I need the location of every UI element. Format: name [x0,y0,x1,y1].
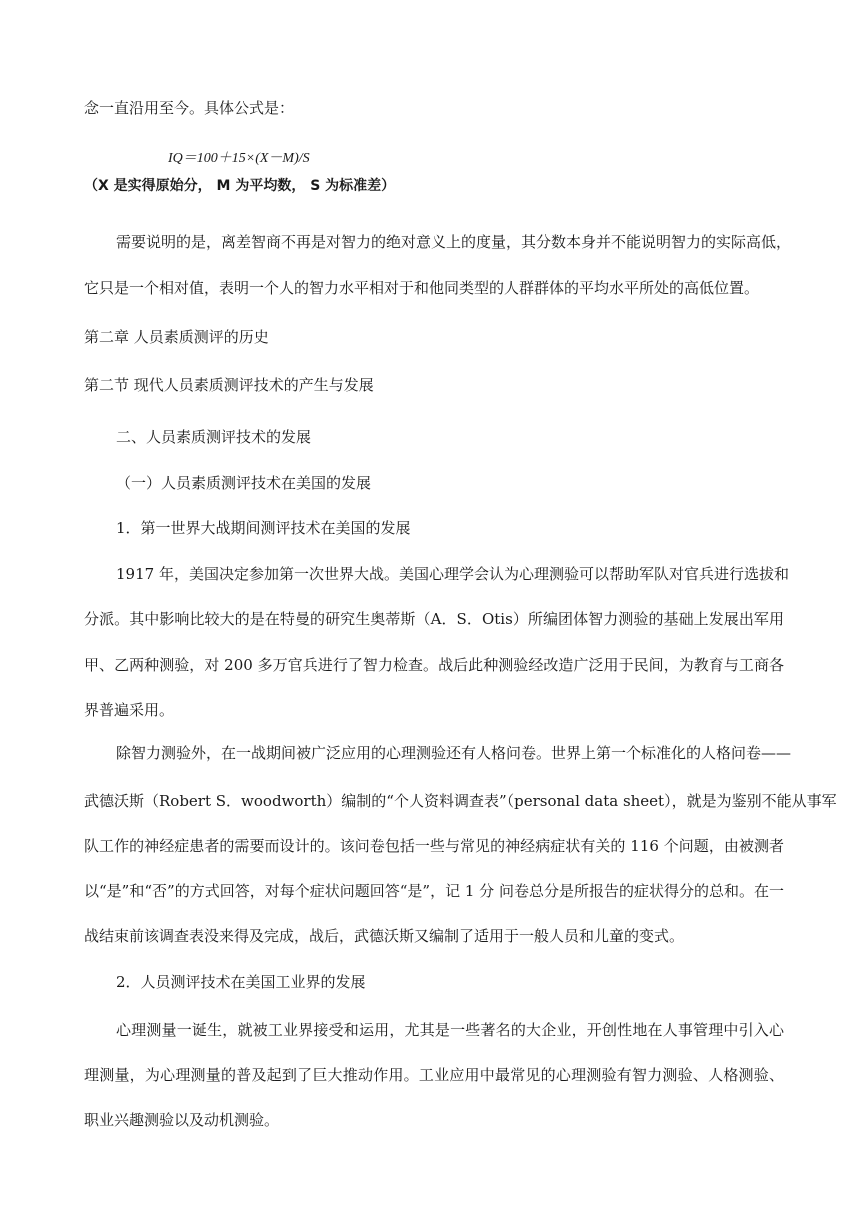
intro-line: 念一直沿用至今。具体公式是： [84,99,295,117]
item-heading: 2．人员测评技术在美国工业界的发展 [116,973,366,991]
paragraph-line: 理测量，为心理测量的普及起到了巨大推动作用。工业应用中最常见的心理测验有智力测验、人格测验、 [84,1066,784,1084]
paragraph-line: 界普遍采用。 [84,701,175,719]
iq-formula: IQ＝100＋15×(X－M)/S [168,151,310,166]
paragraph-line: 1917 年，美国决定参加第一次世界大战。美国心理学会认为心理测验可以帮助军队对官兵进行选拔和 [116,565,789,583]
subsection-heading: （一）人员素质测评技术在美国的发展 [116,474,372,492]
paragraph-line: 需要说明的是，离差智商不再是对智力的绝对意义上的度量，其分数本身并不能说明智力的实际高低， [116,233,792,251]
paragraph-line: 除智力测验外，在一战期间被广泛应用的心理测验还有人格问卷。世界上第一个标准化的人格问卷—— [116,744,792,762]
paragraph-line: 武德沃斯（Robert S．woodworth）编制的“个人资料调查表”（personal data sheet），就是为鉴别不能从事军 [84,792,837,810]
paragraph-line: 甲、乙两种测验，对 200 多万官兵进行了智力检查。战后此种测验经改造广泛用于民间，为教育与工商各 [84,656,784,674]
subsection-heading: 二、人员素质测评技术的发展 [116,428,312,446]
paragraph-line: 以“是”和“否”的方式回答，对每个症状问题回答“是”，记 1 分 问卷总分是所报告的症状得分的总和。在一 [84,882,784,900]
paragraph-line: 它只是一个相对值，表明一个人的智力水平相对于和他同类型的人群群体的平均水平所处的高低位置。 [84,279,760,297]
paragraph-line: 队工作的神经症患者的需要而设计的。该问卷包括一些与常见的神经病症状有关的 116 个问题，由被测者 [84,837,784,855]
paragraph-line: 分派。其中影响比较大的是在特曼的研究生奥蒂斯（A．S．Otis）所编团体智力测验的基础上发展出军用 [84,610,784,628]
paragraph-line: 战结束前该调查表没来得及完成，战后，武德沃斯又编制了适用于一般人员和儿童的变式。 [84,927,685,945]
item-heading: 1．第一世界大战期间测评技术在美国的发展 [116,519,411,537]
section-heading: 第二节 现代人员素质测评技术的产生与发展 [84,376,374,394]
formula-note: （X 是实得原始分， M 为平均数， S 为标准差） [84,178,396,194]
chapter-heading: 第二章 人员素质测评的历史 [84,328,269,346]
paragraph-line: 心理测量一诞生，就被工业界接受和运用，尤其是一些著名的大企业，开创性地在人事管理中引入心 [116,1021,784,1039]
paragraph-line: 职业兴趣测验以及动机测验。 [84,1111,280,1129]
